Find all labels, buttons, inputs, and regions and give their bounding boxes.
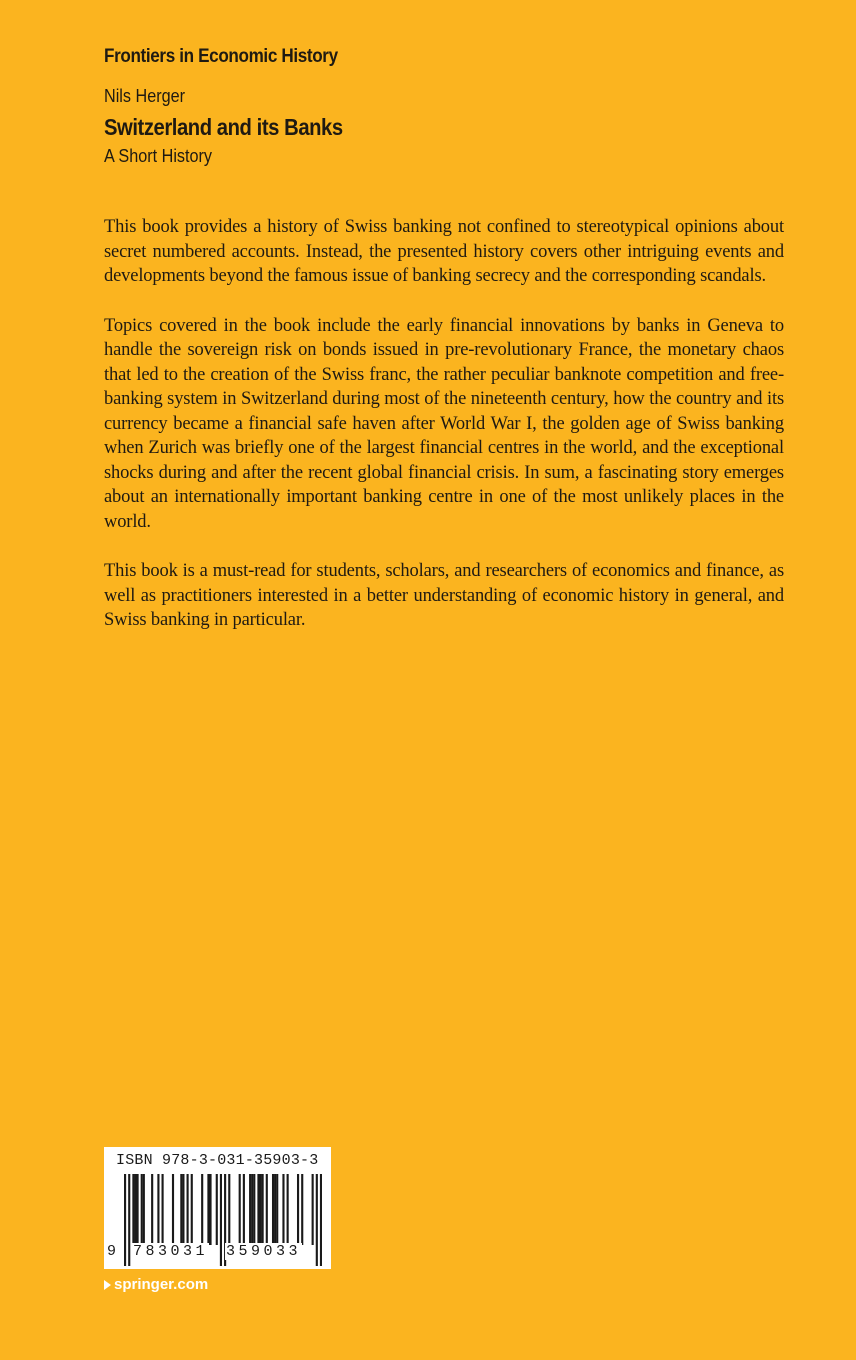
publisher-link[interactable] [104,1276,208,1293]
barcode-bar [172,1174,174,1245]
barcode-bar [320,1174,322,1266]
barcode-bar [282,1174,284,1245]
barcode-bar [137,1174,139,1245]
barcode-bar [276,1174,278,1245]
barcode-bar [239,1174,241,1245]
triangle-right-icon [104,1280,111,1290]
barcode-bar [209,1174,211,1245]
book-title: Switzerland and its Banks [104,114,343,140]
barcode-bar [251,1174,253,1245]
ean-lead-digit: 9 [107,1243,117,1260]
publisher-url: springer.com [114,1276,209,1293]
barcode-bar [253,1174,255,1245]
barcode-bar [216,1174,218,1245]
barcode-bar [191,1174,193,1245]
book-description [104,215,784,658]
barcode-bar [287,1174,289,1245]
barcode-bar [207,1174,209,1245]
series-name: Frontiers in Economic History [104,46,338,67]
barcode-bar [134,1174,136,1245]
barcode-bar [143,1174,145,1245]
description-paragraph-2: Topics covered in the book include the early financial innovations by banks in Geneva to handle the sovereign risk on bonds issued in pre-revolutionary France, the monetary chaos that led to the creation of the Swiss franc, the rather peculiar banknote competition and free-banking system in Switzerland during most of the nineteenth century, how the country and its currency became a financial safe haven after World War I, the golden age of Swiss banking when Zurich was briefly one of the largest financial centres in the world, and the exceptional shocks during and after the recent global financial crisis. In sum, a fascinating story emerges about an internationally important banking centre in one of the most unlikely places in the world. [104,315,784,532]
barcode-bar [124,1174,126,1266]
book-subtitle: A Short History [104,146,213,166]
isbn-barcode [104,1147,331,1269]
barcode-bar [312,1174,314,1245]
barcode-bar [187,1174,189,1245]
barcode-bar [128,1174,130,1266]
barcode-bar [132,1174,134,1245]
barcode-bar [249,1174,251,1245]
barcode-bar [151,1174,153,1245]
barcode-bar [201,1174,203,1245]
description-paragraph-3: This book is a must-read for students, scholars, and researchers of economics and finance, as well as practitioners interested in a better understanding of economic history in general, and Swiss banking in particular. [104,561,784,630]
description-paragraph-1: This book provides a history of Swiss banking not confined to stereotypical opinions about secret numbered accounts. Instead, the presented history covers other intriguing events and developments beyond the famous issue of banking secrecy and the corresponding scandals. [104,217,784,286]
barcode-bar [297,1174,299,1245]
barcode-bar [243,1174,245,1245]
barcode-bar [162,1174,164,1245]
barcode-bar [157,1174,159,1245]
barcode-bar [316,1174,318,1266]
barcode-bar [141,1174,143,1245]
barcode-bar [301,1174,303,1245]
barcode-bar [262,1174,264,1245]
isbn-label: ISBN 978-3-031-35903-3 [116,1152,319,1169]
barcode-bar [180,1174,182,1245]
barcode-bar [220,1174,222,1266]
barcode-bar [259,1174,261,1245]
barcode-bar [266,1174,268,1245]
barcode-bar [257,1174,259,1245]
author-name: Nils Herger [104,86,186,106]
barcode-bar [228,1174,230,1245]
ean-left-digits: 783031 [133,1243,209,1260]
ean-right-digits: 359033 [226,1243,302,1260]
barcode-bar [272,1174,274,1245]
barcode-bar [182,1174,184,1245]
barcode-bar [274,1174,276,1245]
